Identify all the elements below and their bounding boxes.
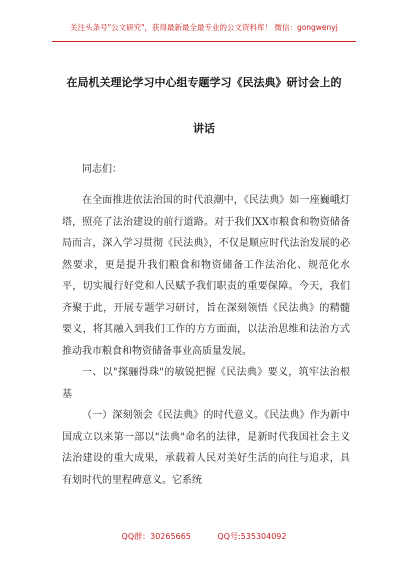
- footer-contact: [0, 531, 408, 542]
- document-title-continuation: 讲话: [193, 122, 215, 135]
- document-body: [62, 190, 350, 491]
- document-title: 在局机关理论学习中心组专题学习《民法典》研讨会上的: [66, 76, 342, 89]
- footer-qq-group: QQ群：30265665: [121, 532, 191, 541]
- section-heading-1: 一、以"探骊得珠"的敏锐把握《民法典》要义，筑牢法治根基: [62, 367, 350, 400]
- greeting: 同志们：: [82, 164, 122, 175]
- header-divider: [52, 41, 356, 42]
- header-banner: 关注头条号"公文研究"，获得最新最全最专业的公文资料库！ 微信：gongwenyj: [70, 23, 338, 32]
- footer-qq-number: QQ号:535304092: [217, 532, 287, 541]
- body-paragraph-subsection-1: （一）深刻领会《民法典》的时代意义。《民法典》作为新中国成立以来第一部以"法典"命名的法律，是新时代我国社会主义法治建设的重大成果，承载着人民对美好生活的向往与追求，具有划时代的里程碑意义。它系统: [62, 410, 350, 486]
- body-paragraph-intro: 在全面推进依法治国的时代浪潮中，《民法典》如一座巍峨灯塔，照亮了法治建设的前行道路。对于我们XX市粮食和物资储备局而言，深入学习贯彻《民法典》，不仅是顺应时代法治发展的必然要求，更是提升我们粮食和物资储备工作法治化、规范化水平，切实履行好党和人民赋予我们职责的重要保障。今天，我们齐聚于此，开展专题学习研讨，旨在深刻领悟《民法典》的精髓要义，将其融入到我们工作的方方面面，以法治思维和法治方式推动我市粮食和物资储备事业高质量发展。: [62, 195, 350, 357]
